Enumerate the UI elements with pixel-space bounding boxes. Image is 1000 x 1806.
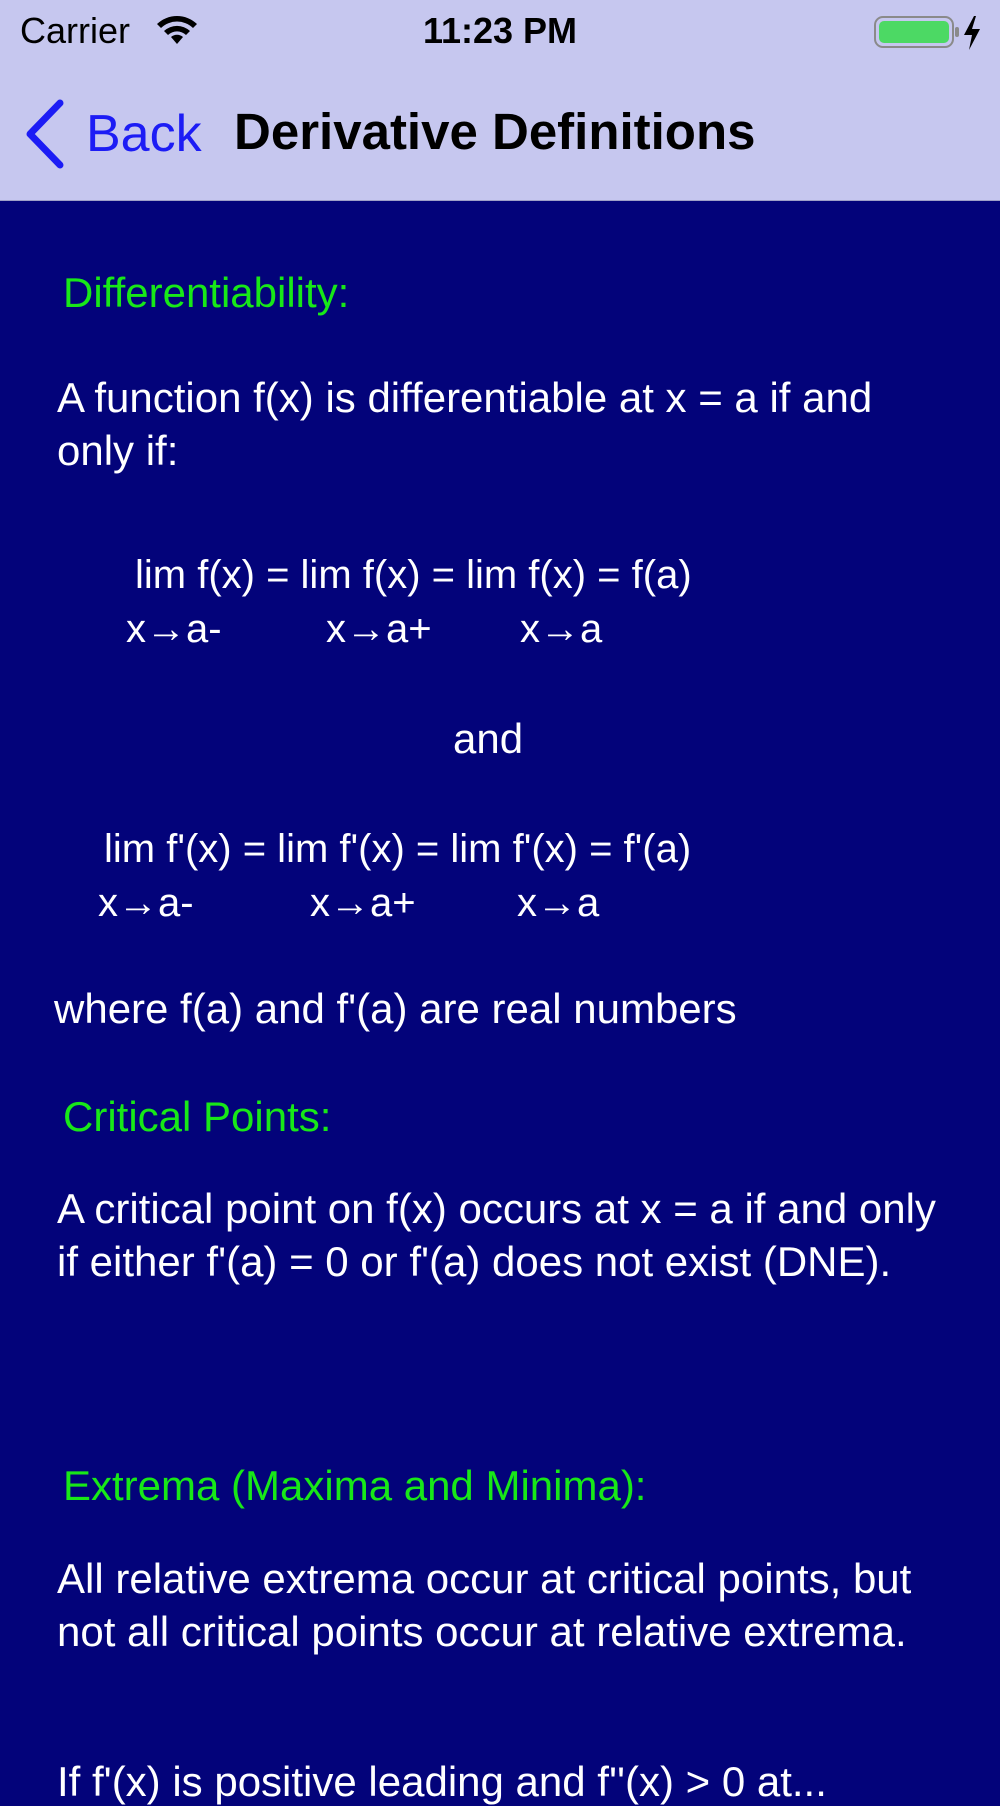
limit-subscript: x→a- — [98, 881, 194, 925]
and-connector: and — [453, 715, 524, 762]
limit-subscript: x→a+ — [326, 607, 432, 651]
top-bar — [0, 0, 1000, 201]
critical-points-heading: Critical Points: — [63, 1093, 332, 1140]
limit-equation-2: lim f'(x) = lim f'(x) = lim f'(x) = f'(a) — [104, 827, 692, 871]
differentiability-condition: where f(a) and f'(a) are real numbers — [54, 985, 737, 1032]
limit-equation-1: lim f(x) = lim f(x) = lim f(x) = f(a) — [135, 553, 692, 597]
extrema-next-line: If f'(x) is positive leading and f''(x) > 0 at... — [57, 1758, 827, 1805]
battery-charging-icon — [874, 14, 984, 59]
limit-subscript: x→a — [517, 881, 600, 925]
extrema-heading: Extrema (Maxima and Minima): — [63, 1462, 647, 1509]
carrier-label: Carrier — [20, 10, 131, 51]
back-button[interactable] — [24, 94, 202, 174]
critical-points-text: A critical point on f(x) occurs at x = a if and only if either f'(a) = 0 or f'(a) does not exist (DNE). — [57, 1185, 936, 1285]
limit-subscript: x→a — [520, 607, 603, 651]
limit-subscript: x→a- — [126, 607, 222, 651]
status-bar — [0, 0, 1000, 68]
extrema-text: All relative extrema occur at critical points, but not all critical points occur at relative extrema. — [57, 1555, 912, 1655]
back-button-label: Back — [86, 105, 202, 163]
navigation-bar — [0, 68, 1000, 200]
page-title: Derivative Definitions — [234, 103, 756, 160]
content-scroll-view[interactable] — [0, 201, 1000, 1805]
chevron-left-icon — [24, 99, 66, 169]
differentiability-heading: Differentiability: — [63, 269, 350, 316]
status-time: 11:23 PM — [422, 10, 578, 51]
differentiability-intro: A function f(x) is differentiable at x = a if and only if: — [57, 374, 873, 474]
limit-subscript: x→a+ — [310, 881, 416, 925]
